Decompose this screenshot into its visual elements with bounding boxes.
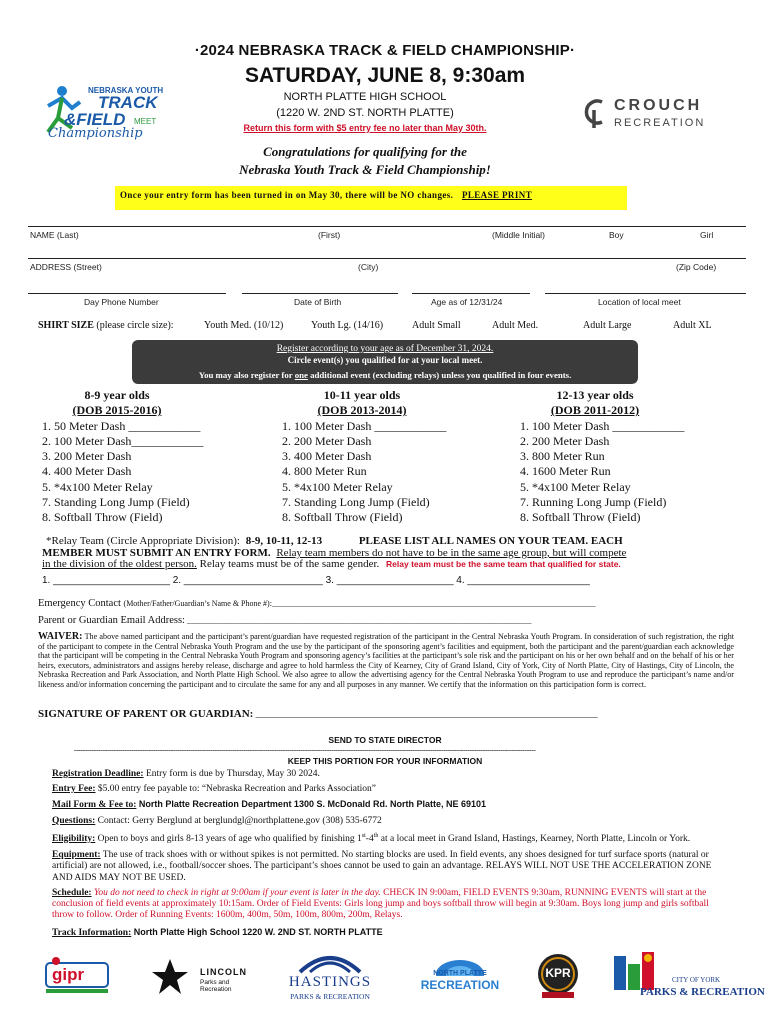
info-eligibility	[52, 831, 730, 845]
name-last-label: NAME (Last)	[30, 230, 79, 240]
info-schedule-label: Schedule:	[52, 887, 92, 898]
waiver-label: WAIVER:	[38, 631, 83, 642]
shirt-adult-small[interactable]: Adult Small	[412, 320, 461, 331]
shirt-adult-med[interactable]: Adult Med.	[492, 320, 539, 331]
location-line[interactable]	[545, 293, 746, 294]
signature-row	[38, 708, 598, 720]
event-item[interactable]: 1. 100 Meter Dash ____________	[282, 418, 447, 433]
info-eligibility-sup1: st	[361, 832, 366, 839]
event-item[interactable]: 8. Softball Throw (Field)	[520, 510, 641, 525]
emergency-contact	[38, 598, 596, 609]
phone-line[interactable]	[28, 293, 226, 294]
girl-label: Girl	[700, 230, 714, 240]
event-item[interactable]: 2. 200 Meter Dash	[520, 433, 610, 448]
events-10-11-dob: (DOB 2013-2014)	[317, 403, 407, 418]
info-equipment-text: The use of track shoes with or without spikes is not permitted. No starting blocks are used. In field events, any shoes designed for turf surface sports (natural or artificial) are not allowed, i.e., football/soccer shoes. The participant’s shoes cannot be used to gain an advantage. RELAYS WILL NOT USE THE ACCELERATION ZONE AND AIDS MAY NOT BE USED.	[52, 850, 712, 883]
north-platte-recreation-logo	[414, 956, 506, 998]
info-schedule	[52, 888, 730, 922]
address-line[interactable]	[28, 258, 746, 259]
cut-line: ------------------------------------------------------------------------------------------------------------------------------------------------------------------------------------------------------------------	[74, 745, 536, 754]
info-registration-text: Entry form is due by Thursday, May 30 2024.	[143, 769, 320, 779]
keep-portion: KEEP THIS PORTION FOR YOUR INFORMATION	[287, 756, 483, 766]
event-item[interactable]: 8. Softball Throw (Field)	[42, 510, 163, 525]
signature-label: SIGNATURE OF PARENT OR GUARDIAN:	[38, 708, 254, 720]
register-line-2: Circle event(s) you qualified for at your local meet.	[287, 355, 483, 365]
congrats-line-1: Congratulations for qualifying for the	[263, 144, 467, 159]
info-fee-label: Entry Fee:	[52, 784, 96, 795]
event-item[interactable]: 3. 400 Meter Dash	[282, 449, 372, 464]
no-changes-notice	[120, 190, 532, 200]
info-eligibility-sup2: th	[373, 832, 379, 839]
send-to-director: SEND TO STATE DIRECTOR	[328, 735, 442, 745]
events-10-11-heading: 10-11 year olds	[323, 388, 401, 402]
events-8-9	[42, 388, 242, 526]
email-field[interactable]: ___________________________________________________________________________________	[184, 616, 532, 625]
event-item[interactable]: 8. Softball Throw (Field)	[282, 510, 403, 525]
venue-address: (1220 W. 2ND ST. NORTH PLATTE)	[276, 107, 454, 119]
event-item[interactable]: 7. Standing Long Jump (Field)	[282, 495, 430, 510]
emergency-hint: (Mother/Father/Guardian’s Name & Phone #):	[123, 599, 272, 608]
relay-divisions: 8-9, 10-11, 12-13	[245, 535, 323, 547]
relay-names-fields[interactable]: 1. _____________________ 2. _________________________ 3. _____________________ 4. ______________________	[42, 575, 590, 586]
notice-print: PLEASE PRINT	[461, 190, 533, 200]
info-track-text: North Platte High School 1220 W. 2ND ST. NORTH PLATTE	[131, 927, 383, 938]
register-line-3	[132, 370, 638, 380]
shirt-size-hint: (please circle size):	[93, 320, 174, 331]
shirt-adult-xl[interactable]: Adult XL	[673, 320, 712, 331]
kpr-logo	[536, 952, 580, 1000]
relay-line-1	[46, 535, 623, 547]
info-equipment-label: Equipment:	[52, 850, 101, 861]
middle-label: (Middle Initial)	[492, 230, 545, 240]
event-item[interactable]: 1. 100 Meter Dash ____________	[520, 418, 685, 433]
shirt-youth-med[interactable]: Youth Med. (10/12)	[204, 320, 284, 331]
crouch-recreation-logo	[582, 96, 732, 136]
info-equipment	[52, 850, 730, 884]
dob-line[interactable]	[242, 293, 398, 294]
phone-label: Day Phone Number	[84, 297, 159, 307]
event-item[interactable]: 5. *4x100 Meter Relay	[282, 479, 393, 494]
info-questions-label: Questions:	[52, 815, 96, 826]
relay-gender-note: Relay teams must be of the same gender.	[196, 558, 380, 570]
event-item[interactable]: 2. 100 Meter Dash____________	[42, 433, 204, 448]
first-label: (First)	[318, 230, 341, 240]
event-item[interactable]: 3. 800 Meter Run	[520, 449, 605, 464]
relay-line-3	[42, 558, 621, 570]
event-item[interactable]: 7. Standing Long Jump (Field)	[42, 495, 190, 510]
york-name: CITY OF YORK	[672, 976, 721, 984]
lincoln-logo	[150, 957, 260, 997]
info-schedule-text: CHECK IN 9:00am, FIELD EVENTS 9:30am, RUNNING EVENTS will start at the conclusion of field events at approximately 10:15am. Order of Field Events: Girls long jump and boys softball throw will begin at 9:30am. Boys long jump and girls softball throw to follow. Order of Running Events: 1600m, 400m, 50m, 100m, 800m, 200m, Relays.	[52, 887, 709, 921]
lincoln-name: LINCOLN	[200, 967, 247, 977]
signature-field[interactable]: ____________________________________________________________________________	[253, 709, 598, 719]
register-line-3b: one	[294, 370, 308, 380]
info-eligibility-label: Eligibility:	[52, 833, 96, 844]
age-line[interactable]	[412, 293, 530, 294]
york-sub: PARKS & RECREATION	[640, 986, 765, 998]
relay-member-entry: MEMBER MUST SUBMIT AN ENTRY FORM.	[42, 547, 271, 559]
york-logo	[610, 950, 765, 998]
info-section	[52, 769, 730, 940]
info-eligibility-c: at a local meet in Grand Island, Hastings, Kearney, North Platte, Lincoln or York.	[378, 833, 691, 844]
relay-age-note: Relay team members do not have to be in the same age group, but will compete	[276, 547, 627, 559]
location-label: Location of local meet	[598, 297, 681, 307]
boy-label: Boy	[609, 230, 624, 240]
register-info-box	[132, 340, 638, 384]
hastings-name: HASTINGS	[288, 974, 372, 990]
np-sub: RECREATION	[420, 978, 500, 992]
shirt-size-label	[38, 320, 174, 331]
info-registration-label: Registration Deadline:	[52, 769, 144, 779]
events-8-9-dob: (DOB 2015-2016)	[72, 403, 162, 418]
relay-oldest-note: in the division of the oldest person.	[42, 558, 197, 570]
logo-line-5: Championship	[48, 126, 143, 141]
info-mail-label: Mail Form & Fee to:	[52, 800, 137, 811]
info-fee	[52, 784, 730, 795]
lincoln-star-icon	[150, 957, 190, 997]
hastings-logo	[280, 950, 380, 1006]
logo-line-1: NEBRASKA YOUTH	[88, 86, 164, 95]
events-12-13-heading: 12-13 year olds	[556, 388, 634, 402]
name-line[interactable]	[28, 226, 746, 227]
shirt-adult-large[interactable]: Adult Large	[583, 320, 632, 331]
return-notice: Return this form with $5 entry fee no later than May 30th.	[243, 123, 487, 133]
hastings-sub: PARKS & RECREATION	[290, 992, 370, 1001]
crouch-sub: RECREATION	[614, 117, 706, 129]
events-10-11	[282, 388, 492, 526]
info-questions	[52, 816, 730, 827]
info-questions-text: Contact: Gerry Berglund at berglundgl@northplattene.gov (308) 535-6772	[95, 815, 382, 826]
shirt-size-heading: SHIRT SIZE	[38, 320, 94, 331]
relay-list-names: PLEASE LIST ALL NAMES ON YOUR TEAM. EACH	[358, 535, 623, 547]
nebraska-youth-track-logo	[42, 82, 192, 144]
logo-line-3: &FIELD	[64, 110, 126, 129]
event-item[interactable]: 1. 50 Meter Dash ____________	[42, 418, 201, 433]
address-label: ADDRESS (Street)	[30, 262, 102, 272]
info-fee-text: $5.00 entry fee payable to: “Nebraska Recreation and Parks Association”	[95, 784, 376, 795]
events-12-13-dob: (DOB 2011-2012)	[550, 403, 640, 418]
info-schedule-italic: You do not need to check in right at 9:00am if your event is later in the day.	[91, 887, 381, 898]
age-label: Age as of 12/31/24	[431, 297, 503, 307]
shirt-youth-lg[interactable]: Youth Lg. (14/16)	[311, 320, 384, 331]
event-item[interactable]: 3. 200 Meter Dash	[42, 449, 132, 464]
register-line-3c: additional event (excluding relays) unless you qualified in four events.	[307, 370, 572, 380]
waiver-text: The above named participant and the participant’s parent/guardian have requested registration of the participant in the Central Nebraska Youth Program. In consideration of such registration, the right of the participant to compete in the Central Nebraska Youth Program and the use by the participant of the sponsoring agent’s facilities and equipment, both the participant and the parent/guardian each acknowledge that the participant will be competing in the Central Nebraska Youth Program and sponsoring agency’s facilities at the participant’s sole risk and the participant on his or her own behalf and on the behalf of his or her heirs, executors, administrators and assigns hereby release, discharge and agree to hold harmless the City of Kearney, City of Grand Island, City of York, City of North Platte, City of Hastings, City of Lincoln, the Nebraska Recreation and Park Association, and North Platte High School. We also agree to allow the advertising agency for the Central Nebraska Youth Program to use and reproduce the participant’s name and/or likeness and/or information concerning the participant and to circulate the same for any and all purposes in any manner. We certify that the information on this participation form is correct.	[38, 632, 734, 689]
event-item[interactable]: 5. *4x100 Meter Relay	[42, 479, 153, 494]
event-item[interactable]: 4. 1600 Meter Run	[520, 464, 611, 479]
kpr-text: KPR	[545, 966, 571, 980]
logo-line-2: TRACK	[98, 93, 158, 112]
crouch-name: CROUCH	[614, 97, 703, 114]
info-eligibility-a: Open to boys and girls 8-13 years of age who qualified by finishing 1	[95, 833, 362, 844]
event-item[interactable]: 2. 200 Meter Dash	[282, 433, 372, 448]
guardian-email	[38, 615, 531, 626]
hastings-wave-icon	[280, 950, 380, 974]
info-eligibility-b: -4	[365, 833, 374, 844]
logo-line-4: MEET	[134, 117, 157, 126]
register-line-1: Register according to your age as of December 31, 2024.	[276, 344, 494, 354]
event-item[interactable]: 7. Running Long Jump (Field)	[520, 495, 667, 510]
info-mail-text: North Platte Recreation Department 1300 S. McDonald Rd. North Platte, NE 69101	[136, 799, 486, 810]
info-track-label: Track Information:	[52, 928, 132, 939]
event-item[interactable]: 5. *4x100 Meter Relay	[520, 479, 631, 494]
gipr-text: gipr	[52, 965, 85, 984]
notice-text: Once your entry form has been turned in on May 30, there will be NO changes.	[120, 190, 454, 200]
congrats-line-2: Nebraska Youth Track & Field Championship!	[239, 162, 491, 177]
relay-division-label: *Relay Team (Circle Appropriate Division):	[46, 535, 240, 547]
relay-qualified-note: Relay team must be the same team that qualified for state.	[386, 559, 621, 569]
email-label: Parent or Guardian Email Address:	[38, 615, 185, 626]
crouch-mark-icon	[582, 98, 608, 130]
events-12-13	[520, 388, 740, 526]
venue: NORTH PLATTE HIGH SCHOOL	[283, 91, 447, 103]
lincoln-sub: Parks and Recreation	[200, 979, 232, 993]
gipr-logo	[44, 955, 110, 997]
events-8-9-heading: 8-9 year olds	[84, 388, 150, 402]
emergency-label: Emergency Contact	[38, 598, 121, 609]
event-date: SATURDAY, JUNE 8, 9:30am	[244, 64, 526, 87]
info-registration	[52, 769, 730, 780]
info-mail	[52, 799, 730, 811]
dob-label: Date of Birth	[294, 297, 342, 307]
event-item[interactable]: 4. 800 Meter Run	[282, 464, 367, 479]
city-label: (City)	[358, 262, 379, 272]
event-title: ·2024 NEBRASKA TRACK & FIELD CHAMPIONSHIP·	[194, 42, 576, 59]
waiver	[38, 632, 734, 690]
info-track	[52, 927, 730, 939]
np-name: NORTH PLATTE	[433, 970, 487, 977]
event-item[interactable]: 4. 400 Meter Dash	[42, 464, 132, 479]
zip-label: (Zip Code)	[676, 262, 717, 272]
emergency-field[interactable]: ______________________________________________________________________________	[271, 599, 596, 608]
register-line-3a: You may also register for	[198, 370, 295, 380]
